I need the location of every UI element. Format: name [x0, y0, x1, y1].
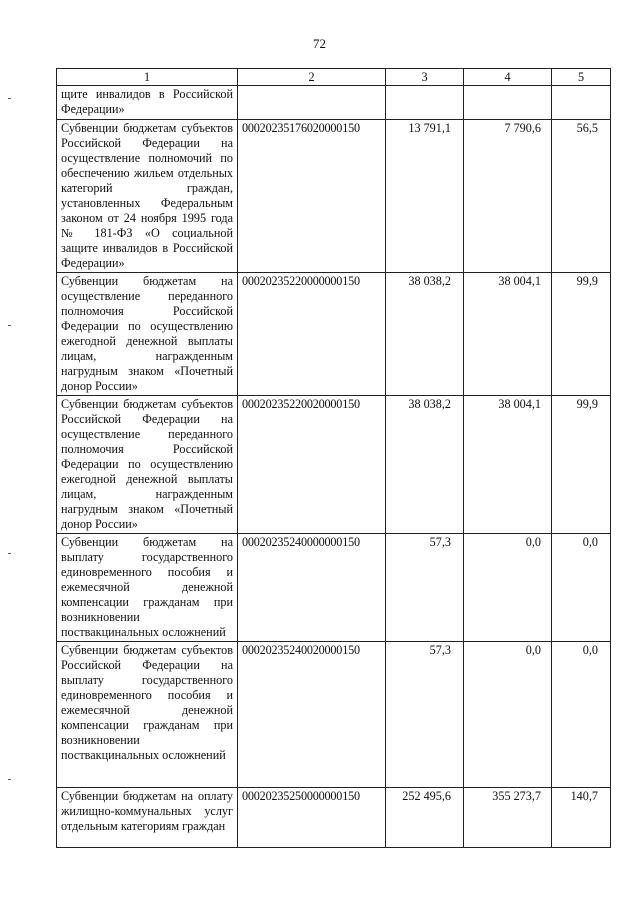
row-value-col3	[386, 86, 464, 120]
row-name: Субвенции бюджетам субъектов Российской Федерации на осуществление переданного полномочия Российской Федерации по осуществлению ежегодной денежной выплаты лицам, награжденным нагрудным знаком «Почетный донор России»	[57, 396, 238, 534]
column-header-2: 2	[238, 69, 386, 86]
column-header-3: 3	[386, 69, 464, 86]
column-header-5: 5	[552, 69, 611, 86]
column-header-1: 1	[57, 69, 238, 86]
row-value-col5: 99,9	[552, 273, 611, 396]
row-value-col4	[464, 86, 552, 120]
row-value-col3: 57,3	[386, 642, 464, 788]
row-value-col4: 7 790,6	[464, 120, 552, 273]
table-row	[57, 788, 611, 848]
row-value-col5: 0,0	[552, 534, 611, 642]
row-code: 00020235220000000150	[238, 273, 386, 396]
row-name: щите инвалидов в Российской Федерации»	[57, 86, 238, 120]
scan-margin-mark	[8, 553, 11, 554]
row-value-col3: 38 038,2	[386, 273, 464, 396]
row-name: Субвенции бюджетам субъектов Российской Федерации на осуществление полномочий по обеспечению жильем отдельных категорий граждан, установленных Федеральным законом от 24 ноября 1995 года № 181-ФЗ «О социальной защите инвалидов в Российской Федерации»	[57, 120, 238, 273]
table-row	[57, 396, 611, 534]
row-value-col5: 140,7	[552, 788, 611, 848]
row-value-col3: 38 038,2	[386, 396, 464, 534]
row-value-col4: 38 004,1	[464, 396, 552, 534]
row-value-col3: 13 791,1	[386, 120, 464, 273]
table-row	[57, 86, 611, 120]
row-value-col4: 38 004,1	[464, 273, 552, 396]
scan-margin-mark	[8, 779, 11, 780]
row-code: 00020235240000000150	[238, 534, 386, 642]
row-code: 00020235240020000150	[238, 642, 386, 788]
table-row	[57, 273, 611, 396]
row-value-col5: 0,0	[552, 642, 611, 788]
column-header-4: 4	[464, 69, 552, 86]
row-code: 00020235220020000150	[238, 396, 386, 534]
row-value-col4: 355 273,7	[464, 788, 552, 848]
table-header-row	[57, 69, 611, 86]
row-value-col4: 0,0	[464, 642, 552, 788]
table-row	[57, 534, 611, 642]
row-value-col4: 0,0	[464, 534, 552, 642]
row-name: Субвенции бюджетам субъектов Российской Федерации на выплату государственного единовременного пособия и ежемесячной денежной компенсации гражданам при возникновении поствакцинальных осложнений	[57, 642, 238, 788]
row-value-col5	[552, 86, 611, 120]
row-code: 00020235250000000150	[238, 788, 386, 848]
row-name: Субвенции бюджетам на выплату государственного единовременного пособия и ежемесячной денежной компенсации гражданам при возникновении поствакцинальных осложнений	[57, 534, 238, 642]
row-value-col3: 57,3	[386, 534, 464, 642]
page-number: 72	[313, 36, 326, 51]
row-code: 00020235176020000150	[238, 120, 386, 273]
row-code	[238, 86, 386, 120]
row-name: Субвенции бюджетам на осуществление переданного полномочия Российской Федерации по осуществлению ежегодной денежной выплаты лицам, награжденным нагрудным знаком «Почетный донор России»	[57, 273, 238, 396]
budget-table	[56, 68, 611, 848]
table-row	[57, 120, 611, 273]
row-name: Субвенции бюджетам на оплату жилищно-коммунальных услуг отдельным категориям граждан	[57, 788, 238, 848]
scan-margin-mark	[8, 98, 11, 99]
row-value-col5: 99,9	[552, 396, 611, 534]
row-value-col5: 56,5	[552, 120, 611, 273]
scan-margin-mark	[8, 325, 11, 326]
table-row	[57, 642, 611, 788]
row-value-col3: 252 495,6	[386, 788, 464, 848]
